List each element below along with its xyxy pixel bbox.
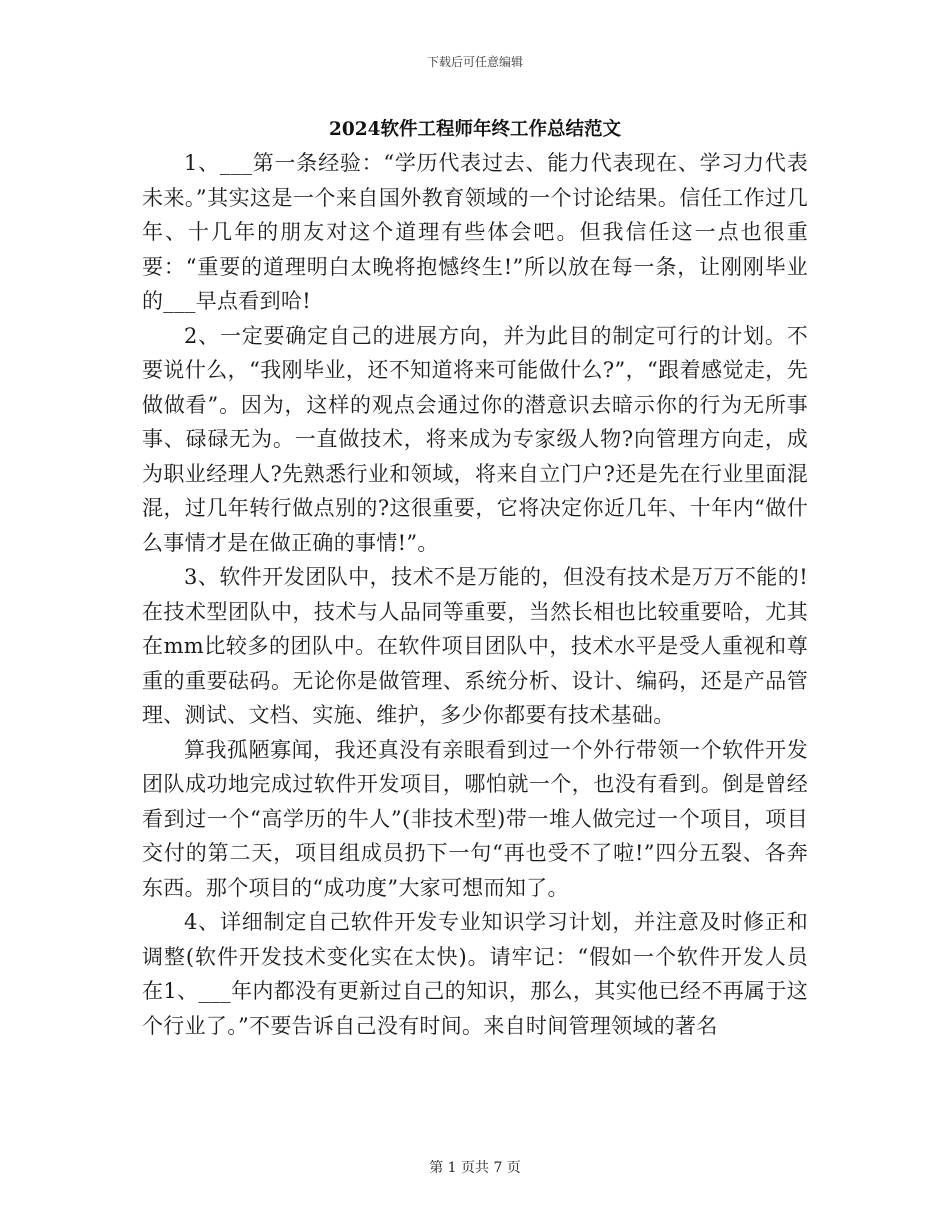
page-header: 下载后可任意编辑 [426, 55, 523, 69]
paragraph-3: 3、软件开发团队中，技术不是万能的，但没有技术是万万不能的!在技术型团队中，技术与人品同等重要，当然长相也比较重要哈，尤其在mm比较多的团队中。在软件项目团队中，技术水平是受人重视和尊重的重要砝码。无论你是做管理、系统分析、设计、编码，还是产品管理、测试、文档、实施、维护，多少你都要有技术基础。 [142, 565, 808, 727]
paragraph-1: 1、___第一条经验：“学历代表过去、能力代表现在、学习力代表未来。”其实这是一个来自国外教育领域的一个讨论结果。信任工作过几年、十几年的朋友对这个道理有些体会吧。但我信任这一点也很重要：“重要的道理明白太晚将抱憾终生!”所以放在每一条，让刚刚毕业的___早点看到哈! [142, 151, 808, 313]
page-footer: 第 1 页共 7 页 [429, 1160, 521, 1176]
document-title: 2024软件工程师年终工作总结范文 [329, 119, 621, 140]
paragraph-4: 算我孤陋寡闻，我还真没有亲眼看到过一个外行带领一个软件开发团队成功地完成过软件开发项目，哪怕就一个，也没有看到。倒是曾经看到过一个“高学历的牛人”(非技术型)带一堆人做完过一个项目，项目交付的第二天，项目组成员扔下一句“再也受不了啦!”四分五裂、各奔东西。那个项目的“成功度”大家可想而知了。 [142, 737, 808, 900]
document-body [142, 146, 808, 1043]
paragraph-2: 2、一定要确定自己的进展方向，并为此目的制定可行的计划。不要说什么，“我刚毕业，还不知道将来可能做什么?”，“跟着感觉走，先做做看”。因为，这样的观点会通过你的潜意识去暗示你的行为无所事事、碌碌无为。一直做技术，将来成为专家级人物?向管理方向走，成为职业经理人?先熟悉行业和领域，将来自立门户?还是先在行业里面混混，过几年转行做点别的?这很重要，它将决定你近几年、十年内“做什么事情才是在做正确的事情!”。 [142, 323, 808, 555]
paragraph-5: 4、详细制定自己软件开发专业知识学习计划，并注意及时修正和调整(软件开发技术变化实在太快)。请牢记：“假如一个软件开发人员在1、___年内都没有更新过自己的知识，那么，其实他已经不再属于这个行业了。”不要告诉自己没有时间。来自时间管理领域的著名 [142, 910, 808, 1038]
